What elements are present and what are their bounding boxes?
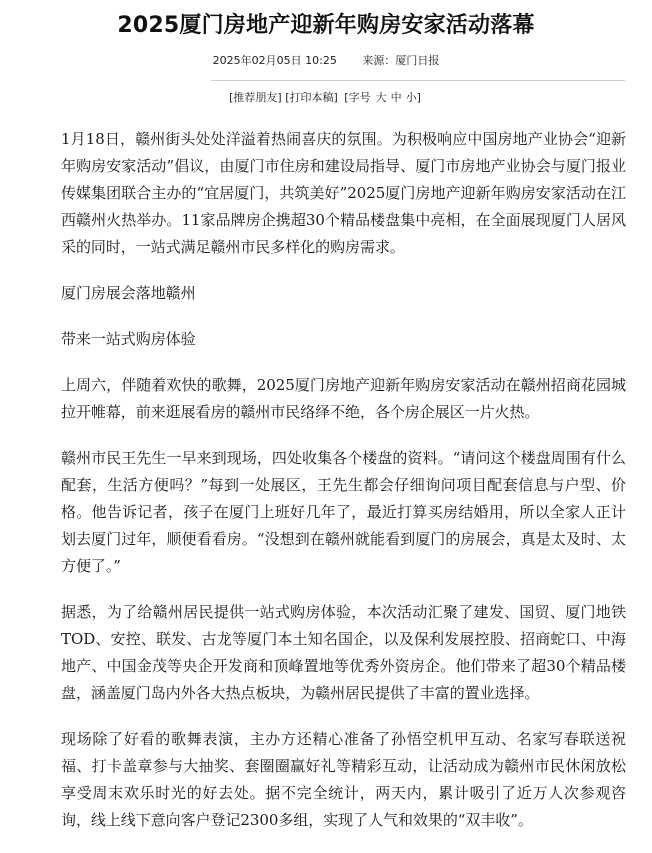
font-size-label: [字号 — [344, 91, 371, 104]
paragraph: 赣州市民王先生一早来到现场，四处收集各个楼盘的资料。“请问这个楼盘周围有什么配套，生活方便吗？”每到一处展区，王先生都会仔细询问项目配套信息与户型、价格。他告诉记者，孩子在厦门上班好几年了，最近打算买房结婚用，所以全家人正计划去厦门过年，顺便看看房。“没想到在赣州就能看到厦门的房展会，真是太及时、太方便了。” — [61, 449, 626, 575]
paragraph: 上周六，伴随着欢快的歌舞，2025厦门房地产迎新年购房安家活动在赣州招商花园城拉开帷幕，前来逛展看房的赣州市民络绎不绝，各个房企展区一片火热。 — [61, 376, 626, 421]
article-title: 2025厦门房地产迎新年购房安家活动落幕 — [117, 13, 535, 38]
font-size-medium-link[interactable]: 中 — [390, 91, 402, 104]
print-article-link[interactable]: [打印本稿] — [285, 91, 338, 104]
paragraph: 据悉，为了给赣州居民提供一站式购房体验，本次活动汇聚了建发、国贸、厦门地铁TOD、安控、联发、古龙等厦门本土知名国企，以及保利发展控股、招商蛇口、中海地产、中国金茂等央企开发商和顶峰置地等优秀外资房企。他们带来了超30个精品楼盘，涵盖厦门岛内外各大热点板块，为赣州居民提供了丰富的置业选择。 — [61, 603, 626, 702]
article-source: 来源：厦门日报 — [362, 54, 440, 67]
paragraph: 1月18日，赣州街头处处洋溢着热闹喜庆的氛围。为积极响应中国房地产业协会“迎新年购房安家活动”倡议，由厦门市住房和建设局指导、厦门市房地产业协会与厦门报业传媒集团联合主办的“宜居厦门，共筑美好”2025厦门房地产迎新年购房安家活动在江西赣州火热举办。11家品牌房企携超30个精品楼盘集中亮相，在全面展现厦门人居风采的同时，一站式满足赣州市民多样化的购房需求。 — [61, 130, 626, 256]
subheading: 带来一站式购房体验 — [61, 330, 196, 348]
paragraph: 现场除了好看的歌舞表演，主办方还精心准备了孙悟空机甲互动、名家写春联送祝福、打卡盖章参与大抽奖、套圈圈赢好礼等精彩互动，让活动成为赣州市民休闲放松享受周末欢乐时光的好去处。据不完全统计，两天内，累计吸引了近万人次参观咨询，线上线下意向客户登记2300多组，实现了人气和效果的“双丰收”。 — [61, 730, 626, 829]
article-body — [61, 126, 626, 853]
article-meta — [0, 53, 652, 69]
article — [0, 0, 652, 106]
publish-date: 2025年02月05日 10:25 — [212, 54, 337, 67]
font-size-large-link[interactable]: 大 — [375, 91, 387, 104]
recommend-friend-link[interactable]: [推荐朋友] — [229, 91, 282, 104]
meta-divider — [211, 80, 625, 81]
article-tools — [0, 90, 652, 106]
font-size-small-link[interactable]: 小] — [405, 91, 421, 104]
subheading: 厦门房展会落地赣州 — [61, 284, 196, 302]
